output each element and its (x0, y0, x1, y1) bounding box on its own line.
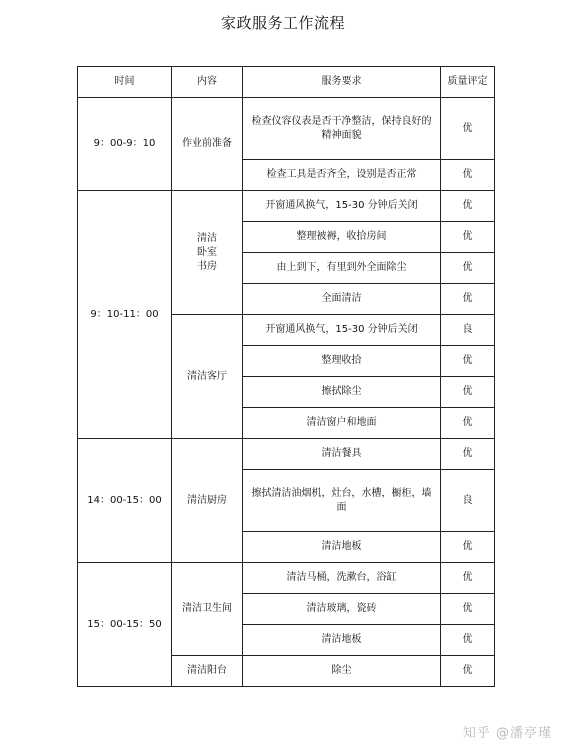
content-cell: 清洁阳台 (172, 656, 243, 687)
quality-cell: 优 (441, 439, 495, 470)
requirement-cell: 检查仪容仪表是否干净整洁，保持良好的精神面貌 (243, 98, 441, 160)
header-time: 时间 (78, 67, 172, 98)
requirement-cell: 清洁窗户和地面 (243, 408, 441, 439)
requirement-cell: 除尘 (243, 656, 441, 687)
watermark: 知乎 @潘亭瑾 (462, 726, 552, 741)
quality-cell: 优 (441, 377, 495, 408)
requirement-cell: 开窗通风换气，15-30 分钟后关闭 (243, 315, 441, 346)
quality-cell: 优 (441, 346, 495, 377)
content-cell: 清洁 卧室 书房 (172, 191, 243, 315)
requirement-cell: 整理收拾 (243, 346, 441, 377)
requirement-cell: 全面清洁 (243, 284, 441, 315)
content-cell: 清洁厨房 (172, 439, 243, 563)
quality-cell: 优 (441, 222, 495, 253)
requirement-cell: 清洁地板 (243, 532, 441, 563)
header-service-requirement: 服务要求 (243, 67, 441, 98)
requirement-cell: 擦拭清洁油烟机，灶台，水槽，橱柜，墙面 (243, 470, 441, 532)
quality-cell: 优 (441, 160, 495, 191)
table-row (78, 191, 495, 222)
header-content: 内容 (172, 67, 243, 98)
quality-cell: 优 (441, 563, 495, 594)
quality-cell: 优 (441, 656, 495, 687)
requirement-cell: 检查工具是否齐全，设别是否正常 (243, 160, 441, 191)
content-cell: 清洁客厅 (172, 315, 243, 439)
table-row (78, 563, 495, 594)
quality-cell: 优 (441, 253, 495, 284)
table-header-row (78, 67, 495, 98)
requirement-cell: 清洁地板 (243, 625, 441, 656)
time-cell: 9：10-11：00 (78, 191, 172, 439)
requirement-cell: 整理被褥，收拾房间 (243, 222, 441, 253)
time-cell: 14：00-15：00 (78, 439, 172, 563)
header-quality-rating: 质量评定 (441, 67, 495, 98)
quality-cell: 优 (441, 408, 495, 439)
requirement-cell: 开窗通风换气，15-30 分钟后关闭 (243, 191, 441, 222)
requirement-cell: 清洁马桶，洗漱台，浴缸 (243, 563, 441, 594)
quality-cell: 优 (441, 191, 495, 222)
requirement-cell: 清洁玻璃，瓷砖 (243, 594, 441, 625)
time-cell: 15：00-15：50 (78, 563, 172, 687)
quality-cell: 优 (441, 594, 495, 625)
requirement-cell: 清洁餐具 (243, 439, 441, 470)
quality-cell: 良 (441, 315, 495, 346)
requirement-cell: 擦拭除尘 (243, 377, 441, 408)
service-workflow-table (77, 66, 495, 687)
quality-cell: 优 (441, 532, 495, 563)
quality-cell: 优 (441, 98, 495, 160)
quality-cell: 优 (441, 625, 495, 656)
requirement-cell: 由上到下，有里到外全面除尘 (243, 253, 441, 284)
quality-cell: 良 (441, 470, 495, 532)
content-cell: 清洁卫生间 (172, 563, 243, 656)
document-title: 家政服务工作流程 (220, 14, 345, 32)
quality-cell: 优 (441, 284, 495, 315)
table-row (78, 439, 495, 470)
content-cell: 作业前准备 (172, 98, 243, 191)
time-cell: 9：00-9：10 (78, 98, 172, 191)
table-row (78, 98, 495, 160)
